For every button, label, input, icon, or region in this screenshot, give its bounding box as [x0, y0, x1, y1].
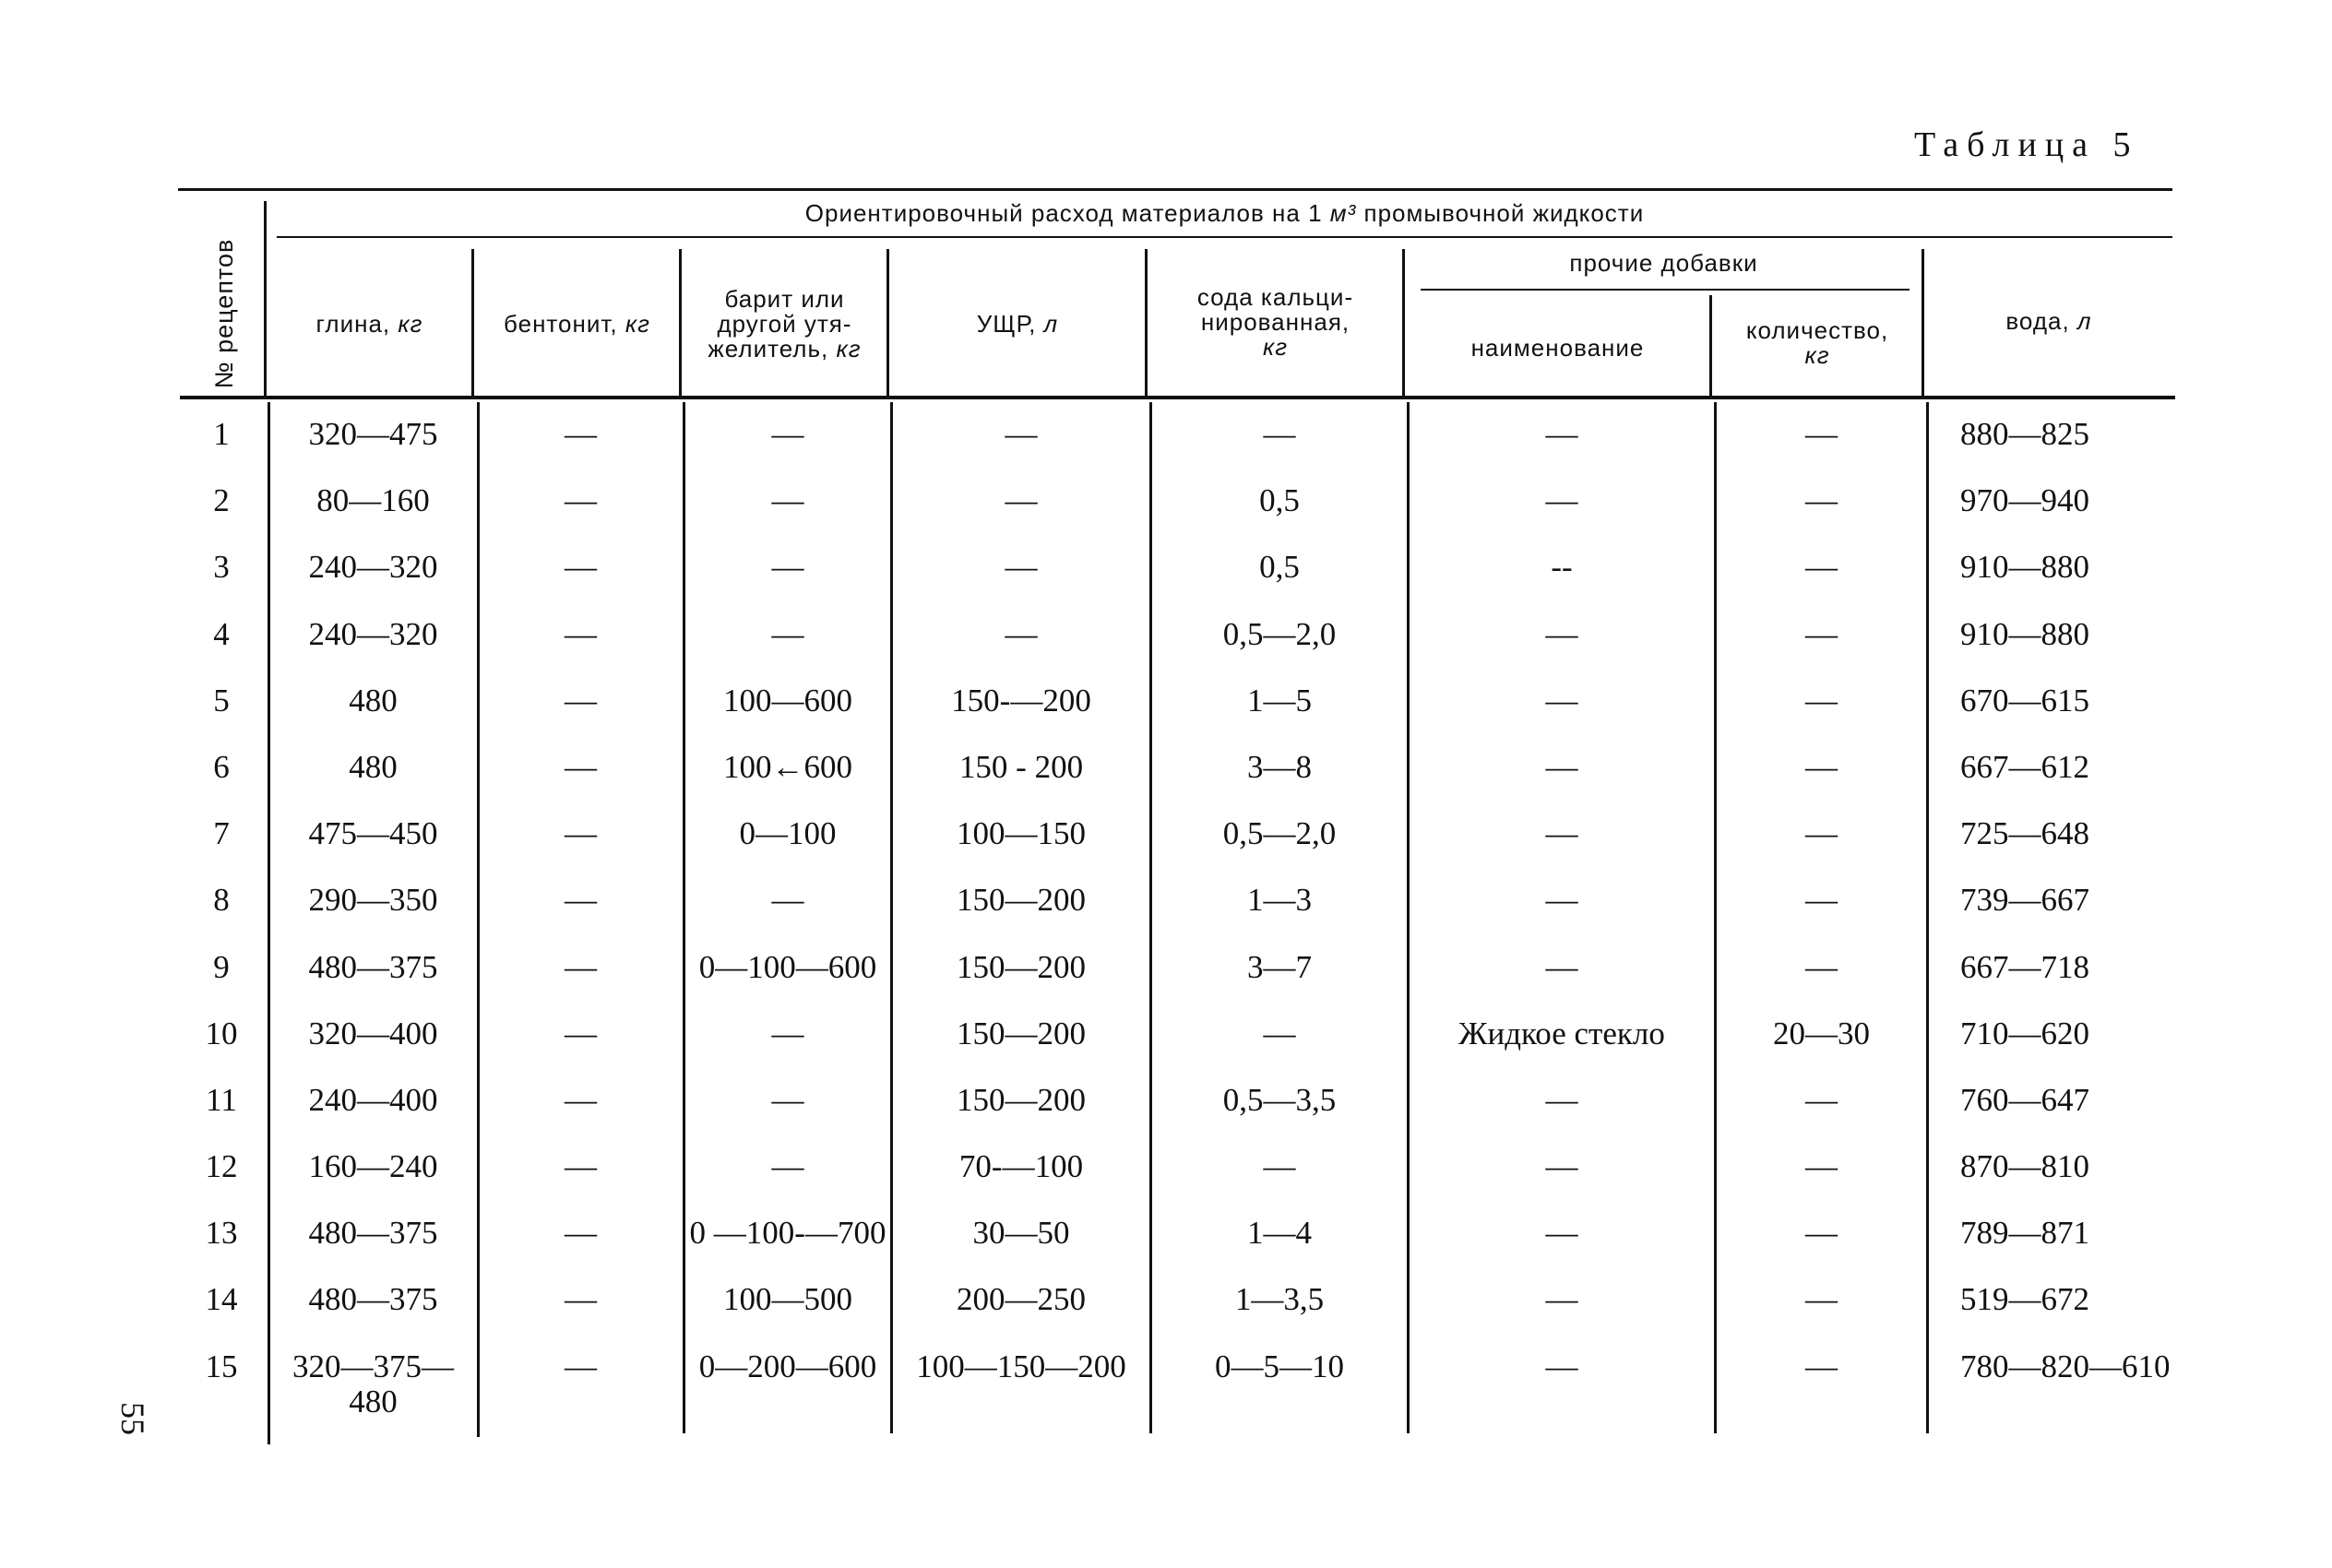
- table-row: [175, 883, 2186, 949]
- cell-ushchr: 150—200: [957, 882, 1086, 919]
- cell-soda: 1—3: [1247, 882, 1312, 919]
- cell-recipe-number: 10: [205, 1015, 238, 1051]
- cell-water: 760—647: [1960, 1081, 2089, 1118]
- cell-water: 739—667: [1960, 882, 2089, 919]
- cell-ushchr: 150—200: [957, 948, 1086, 985]
- table-row: [175, 816, 2186, 883]
- cell-other-quantity: —: [1805, 1215, 1838, 1252]
- cell-ushchr: 200—250: [957, 1281, 1086, 1318]
- col-divider-other-name: [1709, 295, 1712, 398]
- cell-barite: 0—100: [739, 815, 837, 852]
- header-other-additives: прочие добавки: [1569, 249, 1758, 277]
- cell-recipe-number: 12: [205, 1148, 238, 1185]
- header-clay: глина, кг: [315, 310, 423, 338]
- cell-bentonite: —: [565, 948, 597, 985]
- cell-clay: 240—400: [308, 1081, 438, 1118]
- cell-water: 970—940: [1960, 482, 2089, 519]
- cell-recipe-number: 7: [213, 815, 230, 852]
- cell-barite: —: [771, 882, 804, 919]
- cell-bentonite: —: [565, 1348, 597, 1384]
- cell-clay: 240—320: [308, 615, 438, 652]
- cell-clay: 480—375: [308, 1215, 438, 1252]
- cell-bentonite: —: [565, 1015, 597, 1051]
- cell-soda: —: [1263, 1015, 1296, 1051]
- cell-recipe-number: 9: [213, 948, 230, 985]
- cell-other-name: —: [1545, 948, 1578, 985]
- table-row: [175, 950, 2186, 1016]
- cell-bentonite: —: [565, 416, 597, 452]
- cell-other-quantity: —: [1805, 748, 1838, 785]
- cell-other-name: —: [1545, 615, 1578, 652]
- cell-soda: 0,5: [1259, 549, 1300, 586]
- cell-recipe-number: 13: [205, 1215, 238, 1252]
- cell-barite: 100—500: [723, 1281, 852, 1318]
- cell-clay: 320—475: [308, 416, 438, 452]
- cell-soda: 0,5—2,0: [1222, 615, 1337, 652]
- header-other-quantity: количество, кг: [1745, 316, 1889, 369]
- cell-ushchr: 100—150: [957, 815, 1086, 852]
- cell-recipe-number: 4: [213, 615, 230, 652]
- cell-clay: 480—375: [308, 1281, 438, 1318]
- cell-barite: —: [771, 549, 804, 586]
- cell-other-quantity: —: [1805, 549, 1838, 586]
- cell-water: 789—871: [1960, 1215, 2089, 1252]
- other-additives-underline: [1421, 289, 1910, 291]
- table-row: [175, 550, 2186, 616]
- cell-ushchr: —: [1005, 482, 1038, 519]
- cell-water: 519—672: [1960, 1281, 2089, 1318]
- table-row: [175, 683, 2186, 750]
- page-number: 55: [114, 1402, 151, 1435]
- cell-water: 710—620: [1960, 1015, 2089, 1051]
- col-divider-ushchr: [1145, 249, 1148, 398]
- cell-other-quantity: —: [1805, 1148, 1838, 1185]
- cell-other-name: —: [1545, 1348, 1578, 1384]
- cell-barite: 100—600: [723, 682, 852, 719]
- cell-barite: 0—100—600: [698, 948, 877, 985]
- cell-soda: —: [1263, 1148, 1296, 1185]
- cell-water: 667—718: [1960, 948, 2089, 985]
- cell-water: 910—880: [1960, 549, 2089, 586]
- cell-clay: 320—400: [308, 1015, 438, 1051]
- cell-ushchr: 150—200: [957, 1015, 1086, 1051]
- header-barite: барит или другой утя- желитель, кг: [708, 285, 862, 362]
- cell-soda: 1—4: [1247, 1215, 1312, 1252]
- table-row: [175, 1348, 2186, 1420]
- header-bentonite: бентонит, кг: [504, 310, 650, 338]
- col-divider-clay: [471, 249, 474, 398]
- cell-clay: 160—240: [308, 1148, 438, 1185]
- table-row: [175, 1216, 2186, 1282]
- cell-clay: 480: [349, 748, 398, 785]
- cell-ushchr: —: [1005, 549, 1038, 586]
- cell-other-quantity: —: [1805, 615, 1838, 652]
- cell-water: 667—612: [1960, 748, 2089, 785]
- cell-other-quantity: —: [1805, 416, 1838, 452]
- cell-recipe-number: 6: [213, 748, 230, 785]
- cell-other-name: —: [1545, 482, 1578, 519]
- table-caption: Таблица 5: [1914, 125, 2139, 164]
- cell-recipe-number: 1: [213, 416, 230, 452]
- cell-soda: 0,5—3,5: [1222, 1081, 1337, 1118]
- cell-soda: 3—7: [1247, 948, 1312, 985]
- cell-soda: 0—5—10: [1215, 1348, 1344, 1384]
- cell-ushchr: 150 - 200: [958, 748, 1084, 785]
- cell-barite: 100←600: [723, 748, 852, 785]
- cell-soda: 0,5: [1259, 482, 1300, 519]
- cell-bentonite: —: [565, 1281, 597, 1318]
- cell-other-name: —: [1545, 748, 1578, 785]
- cell-barite: —: [771, 1148, 804, 1185]
- cell-recipe-number: 11: [206, 1081, 237, 1118]
- table-row: [175, 750, 2186, 816]
- table-row: [175, 1282, 2186, 1348]
- cell-bentonite: —: [565, 549, 597, 586]
- cell-other-quantity: —: [1805, 1348, 1838, 1384]
- cell-ushchr: 30—50: [972, 1215, 1070, 1252]
- cell-bentonite: —: [565, 1081, 597, 1118]
- col-divider-other-qty: [1922, 249, 1924, 398]
- cell-other-name: —: [1545, 416, 1578, 452]
- cell-other-quantity: —: [1805, 1081, 1838, 1118]
- cell-other-quantity: —: [1805, 682, 1838, 719]
- cell-ushchr: —: [1005, 416, 1038, 452]
- header-bottom-rule: [180, 396, 2175, 399]
- cell-water: 670—615: [1960, 682, 2089, 719]
- cell-water: 910—880: [1960, 615, 2089, 652]
- cell-recipe-number: 14: [205, 1281, 238, 1318]
- cell-clay: 240—320: [308, 549, 438, 586]
- cell-bentonite: —: [565, 882, 597, 919]
- cell-bentonite: —: [565, 482, 597, 519]
- group-header-underline: [277, 236, 2172, 238]
- cell-other-quantity: —: [1805, 1281, 1838, 1318]
- cell-other-name: —: [1545, 1281, 1578, 1318]
- table-body: [175, 416, 2186, 1420]
- cell-recipe-number: 5: [213, 682, 230, 719]
- col-divider-bentonite: [679, 249, 682, 398]
- header-water: вода, л: [2005, 307, 2092, 335]
- cell-clay: 80—160: [316, 482, 430, 519]
- cell-bentonite: —: [565, 615, 597, 652]
- cell-recipe-number: 15: [205, 1348, 238, 1384]
- header-ushchr: УЩР, л: [976, 310, 1059, 338]
- header-soda: сода кальци- нированная, кг: [1196, 283, 1354, 361]
- group-header-title: Ориентировочный расход материалов на 1 м³ промывочной жидкости: [804, 199, 1645, 227]
- cell-soda: —: [1263, 416, 1296, 452]
- cell-other-name: —: [1545, 1148, 1578, 1185]
- table-row: [175, 1083, 2186, 1149]
- cell-other-quantity: —: [1805, 948, 1838, 985]
- cell-recipe-number: 2: [213, 482, 230, 519]
- cell-clay: 320—375— 480: [292, 1348, 454, 1420]
- table-row: [175, 417, 2186, 483]
- table-row: [175, 1016, 2186, 1083]
- cell-barite: —: [771, 482, 804, 519]
- cell-ushchr: 70-—100: [958, 1148, 1084, 1185]
- cell-water: 725—648: [1960, 815, 2089, 852]
- cell-water: 780—820—610: [1960, 1348, 2171, 1384]
- cell-bentonite: —: [565, 1215, 597, 1252]
- cell-barite: —: [771, 416, 804, 452]
- cell-other-name: Жидкое стекло: [1458, 1015, 1665, 1051]
- cell-ushchr: 100—150—200: [916, 1348, 1126, 1384]
- cell-other-name: —: [1545, 682, 1578, 719]
- cell-clay: 290—350: [308, 882, 438, 919]
- cell-other-name: —: [1545, 882, 1578, 919]
- cell-bentonite: —: [565, 748, 597, 785]
- cell-other-name: --: [1551, 549, 1573, 586]
- cell-bentonite: —: [565, 1148, 597, 1185]
- cell-clay: 480—375: [308, 948, 438, 985]
- header-other-name: наименование: [1470, 334, 1645, 362]
- cell-recipe-number: 3: [213, 549, 230, 586]
- cell-barite: —: [771, 615, 804, 652]
- row-number-header: № рецептов: [210, 238, 238, 389]
- col-divider-number: [264, 201, 267, 398]
- table-top-rule: [178, 188, 2172, 191]
- cell-barite: 0 —100-—700: [689, 1215, 886, 1252]
- cell-clay: 480: [349, 682, 398, 719]
- cell-other-name: —: [1545, 1081, 1578, 1118]
- cell-soda: 3—8: [1247, 748, 1312, 785]
- cell-water: 880—825: [1960, 416, 2089, 452]
- cell-other-name: —: [1545, 815, 1578, 852]
- cell-bentonite: —: [565, 682, 597, 719]
- cell-soda: 1—5: [1247, 682, 1312, 719]
- cell-barite: 0—200—600: [698, 1348, 877, 1384]
- cell-barite: —: [771, 1015, 804, 1051]
- cell-soda: 0,5—2,0: [1222, 815, 1337, 852]
- cell-other-name: —: [1545, 1215, 1578, 1252]
- cell-ushchr: —: [1005, 615, 1038, 652]
- cell-other-quantity: —: [1805, 482, 1838, 519]
- col-divider-barite: [886, 249, 889, 398]
- cell-water: 870—810: [1960, 1148, 2089, 1185]
- table-row: [175, 483, 2186, 550]
- cell-soda: 1—3,5: [1234, 1281, 1325, 1318]
- cell-other-quantity: 20—30: [1773, 1015, 1870, 1051]
- table-row: [175, 1149, 2186, 1216]
- cell-ushchr: 150-—200: [951, 682, 1091, 719]
- table-row: [175, 617, 2186, 683]
- cell-other-quantity: —: [1805, 815, 1838, 852]
- cell-clay: 475—450: [308, 815, 438, 852]
- cell-ushchr: 150—200: [957, 1081, 1086, 1118]
- cell-bentonite: —: [565, 815, 597, 852]
- col-divider-soda: [1402, 249, 1405, 398]
- cell-recipe-number: 8: [213, 882, 230, 919]
- cell-other-quantity: —: [1805, 882, 1838, 919]
- cell-barite: —: [771, 1081, 804, 1118]
